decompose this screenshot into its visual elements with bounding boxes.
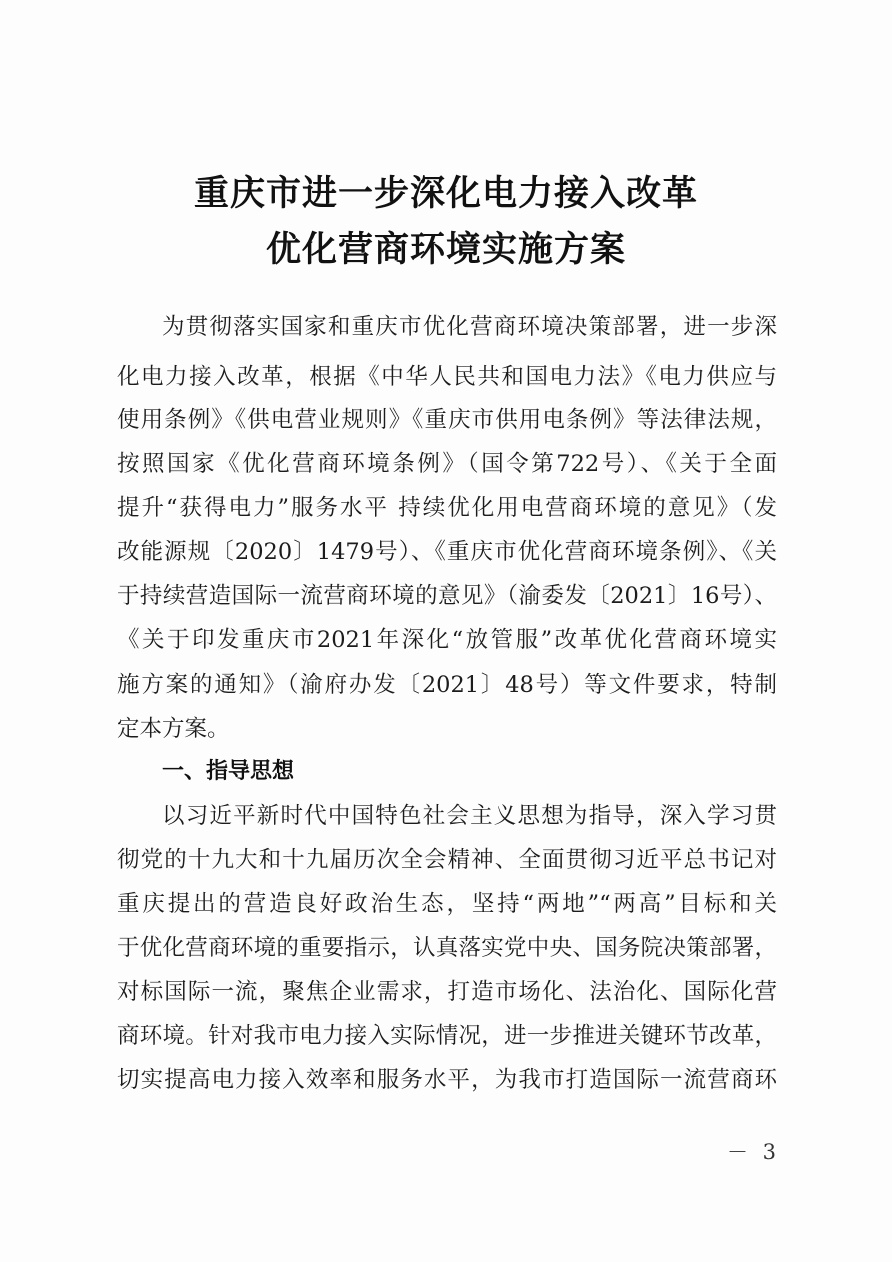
section1-line: 切实提高电力接入效率和服务水平，为我市打造国际一流营商环 [117,1067,777,1093]
intro-line: 《关于印发重庆市2021年深化“放管服”改革优化营商环境实 [117,627,777,653]
intro-line: 按照国家《优化营商环境条例》（国令第722号）、《关于全面 [117,451,777,477]
section1-line: 于优化营商环境的重要指示，认真落实党中央、国务院决策部署， [117,935,777,961]
intro-line: 化电力接入改革，根据《中华人民共和国电力法》《电力供应与 [117,364,777,390]
intro-line: 为贯彻落实国家和重庆市优化营商环境决策部署，进一步深 [162,314,777,340]
intro-line: 提升“获得电力”服务水平 持续优化用电营商环境的意见》（发 [117,495,777,521]
document-title-line-1: 重庆市进一步深化电力接入改革 [193,174,698,214]
section1-line: 商环境。针对我市电力接入实际情况，进一步推进关键环节改革， [117,1023,777,1049]
section1-line: 彻党的十九大和十九届历次全会精神、全面贯彻习近平总书记对 [117,847,777,873]
intro-line: 定本方案。 [117,716,230,742]
section1-line: 重庆提出的营造良好政治生态，坚持“两地”“两高”目标和关 [117,891,777,917]
intro-line: 于持续营造国际一流营商环境的意见》（渝委发〔2021〕16号）、 [117,583,777,609]
section-heading-guiding-ideology: 一、指导思想 [162,759,295,784]
document-title-line-2: 优化营商环境实施方案 [265,230,626,270]
page-number: － 3 [727,1140,781,1164]
section1-line: 以习近平新时代中国特色社会主义思想为指导，深入学习贯 [162,803,777,829]
intro-line: 施方案的通知》（渝府办发〔2021〕48号）等文件要求，特制 [117,672,777,698]
intro-line: 使用条例》《供电营业规则》《重庆市供用电条例》等法律法规， [117,407,777,433]
section1-line: 对标国际一流，聚焦企业需求，打造市场化、法治化、国际化营 [117,979,777,1005]
intro-line: 改能源规〔2020〕1479号）、《重庆市优化营商环境条例》、《关 [117,539,777,565]
